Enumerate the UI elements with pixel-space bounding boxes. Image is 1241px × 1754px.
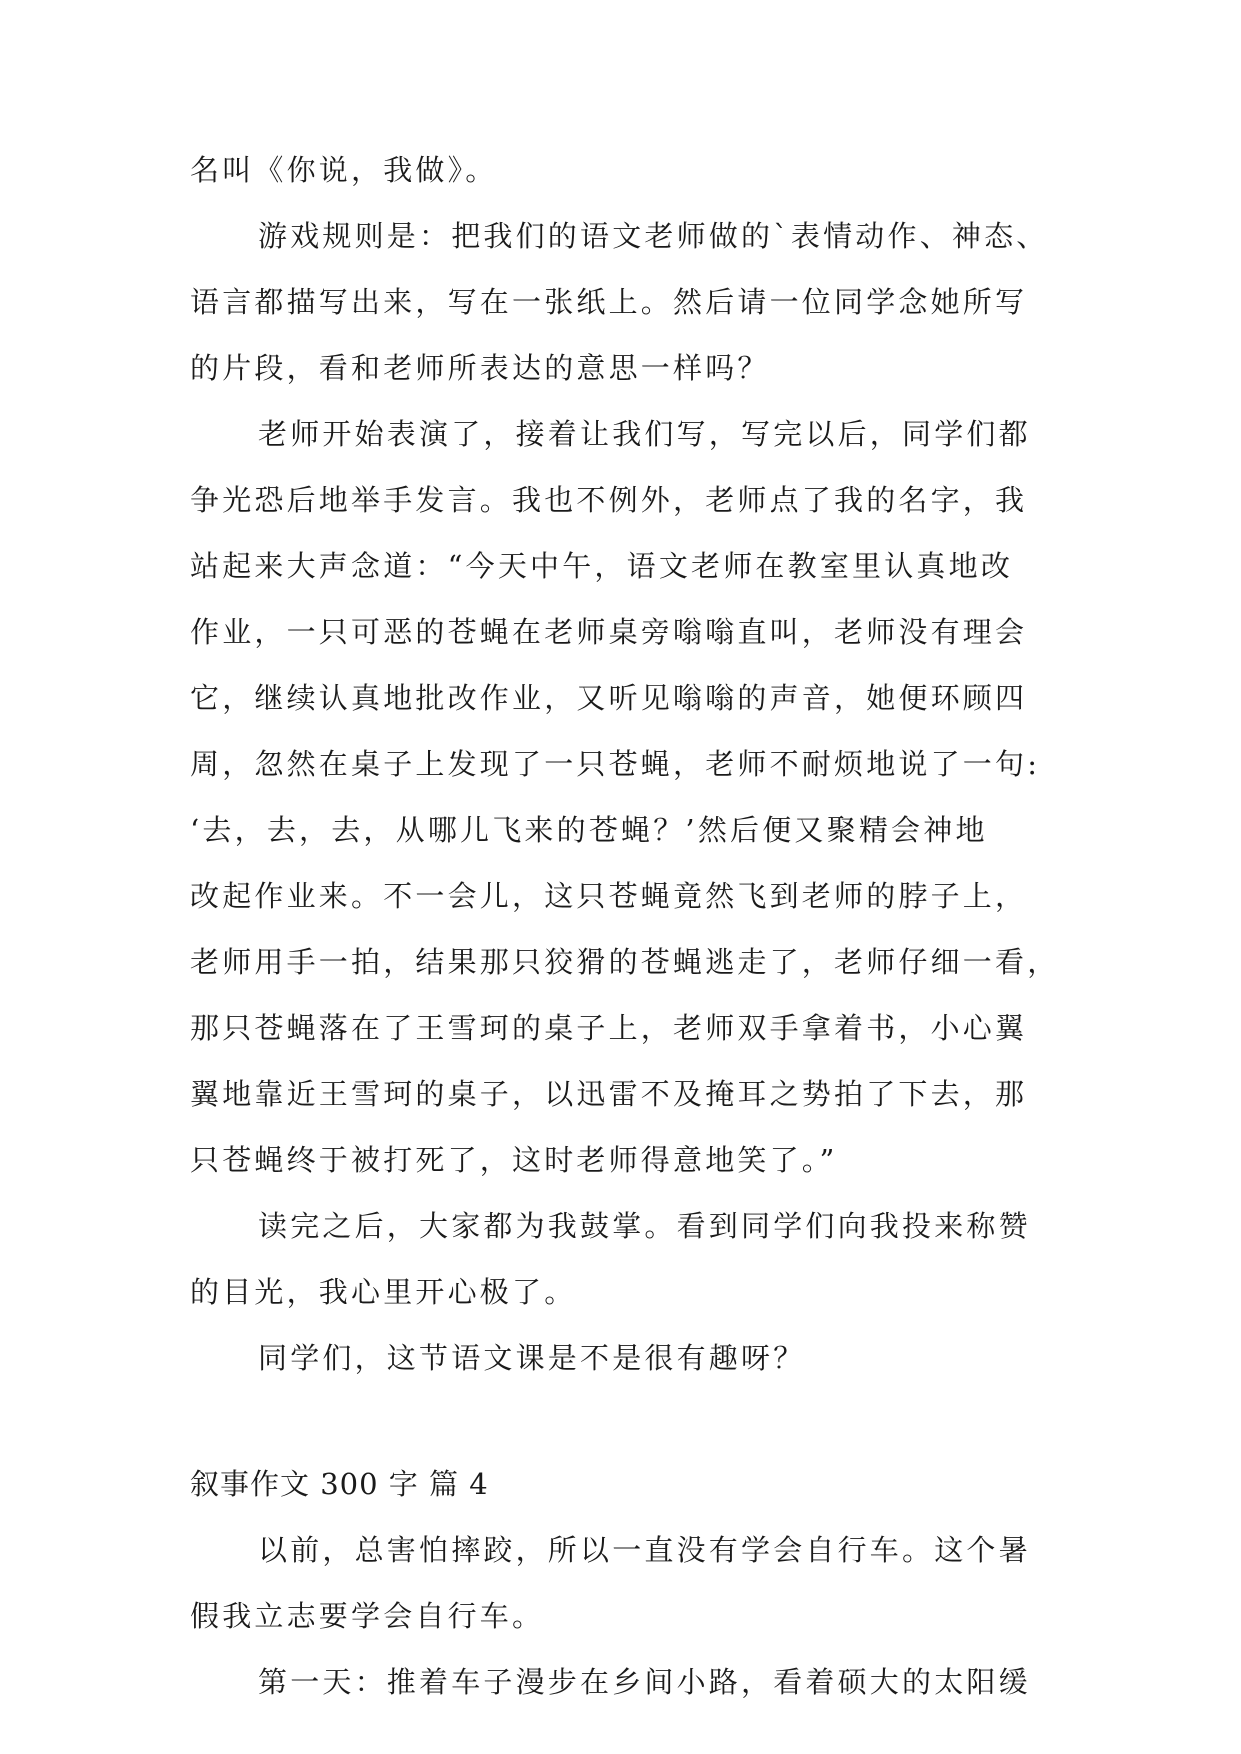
text-line: 它，继续认真地批改作业，又听见嗡嗡的声音，她便环顾四	[190, 681, 1028, 715]
text-line: 老师用手一拍，结果那只狡猾的苍蝇逃走了，老师仔细一看，	[190, 945, 1060, 979]
text-line: 改起作业来。不一会儿，这只苍蝇竟然飞到老师的脖子上，	[190, 879, 1028, 913]
text-line: 周，忽然在桌子上发现了一只苍蝇，老师不耐烦地说了一句:	[190, 747, 1041, 781]
text-line: 只苍蝇终于被打死了，这时老师得意地笑了。”	[190, 1143, 838, 1177]
section-heading: 叙事作文 300 字 篇 4	[190, 1467, 489, 1501]
paragraph-first-line: 游戏规则是：把我们的语文老师做的`表情动作、神态、	[258, 219, 1049, 253]
text-line: 争光恐后地举手发言。我也不例外，老师点了我的名字，我	[190, 483, 1028, 517]
paragraph-first-line: 读完之后，大家都为我鼓掌。看到同学们向我投来称赞	[258, 1209, 1031, 1243]
text-line: 作业，一只可恶的苍蝇在老师桌旁嗡嗡直叫，老师没有理会	[190, 615, 1028, 649]
paragraph-first-line: 老师开始表演了，接着让我们写，写完以后，同学们都	[258, 417, 1031, 451]
text-line: 的目光，我心里开心极了。	[190, 1275, 577, 1309]
text-line: 假我立志要学会自行车。	[190, 1599, 545, 1633]
paragraph-first-line: 第一天：推着车子漫步在乡间小路，看着硕大的太阳缓	[258, 1665, 1031, 1699]
text-line: 那只苍蝇落在了王雪珂的桌子上，老师双手拿着书，小心翼	[190, 1011, 1028, 1045]
text-line: 站起来大声念道：“今天中午，语文老师在教室里认真地改	[190, 549, 1014, 583]
paragraph-first-line: 同学们，这节语文课是不是很有趣呀？	[258, 1341, 806, 1375]
text-line: 名叫《你说，我做》。	[190, 153, 498, 187]
text-line: ‘去，去，去，从哪儿飞来的苍蝇？’然后便又聚精会神地	[190, 813, 988, 847]
text-line: 的片段，看和老师所表达的意思一样吗？	[190, 351, 770, 385]
text-line: 语言都描写出来，写在一张纸上。然后请一位同学念她所写	[190, 285, 1028, 319]
paragraph-first-line: 以前，总害怕摔跤，所以一直没有学会自行车。这个暑	[258, 1533, 1031, 1567]
text-line: 翼地靠近王雪珂的桌子，以迅雷不及掩耳之势拍了下去，那	[190, 1077, 1028, 1111]
